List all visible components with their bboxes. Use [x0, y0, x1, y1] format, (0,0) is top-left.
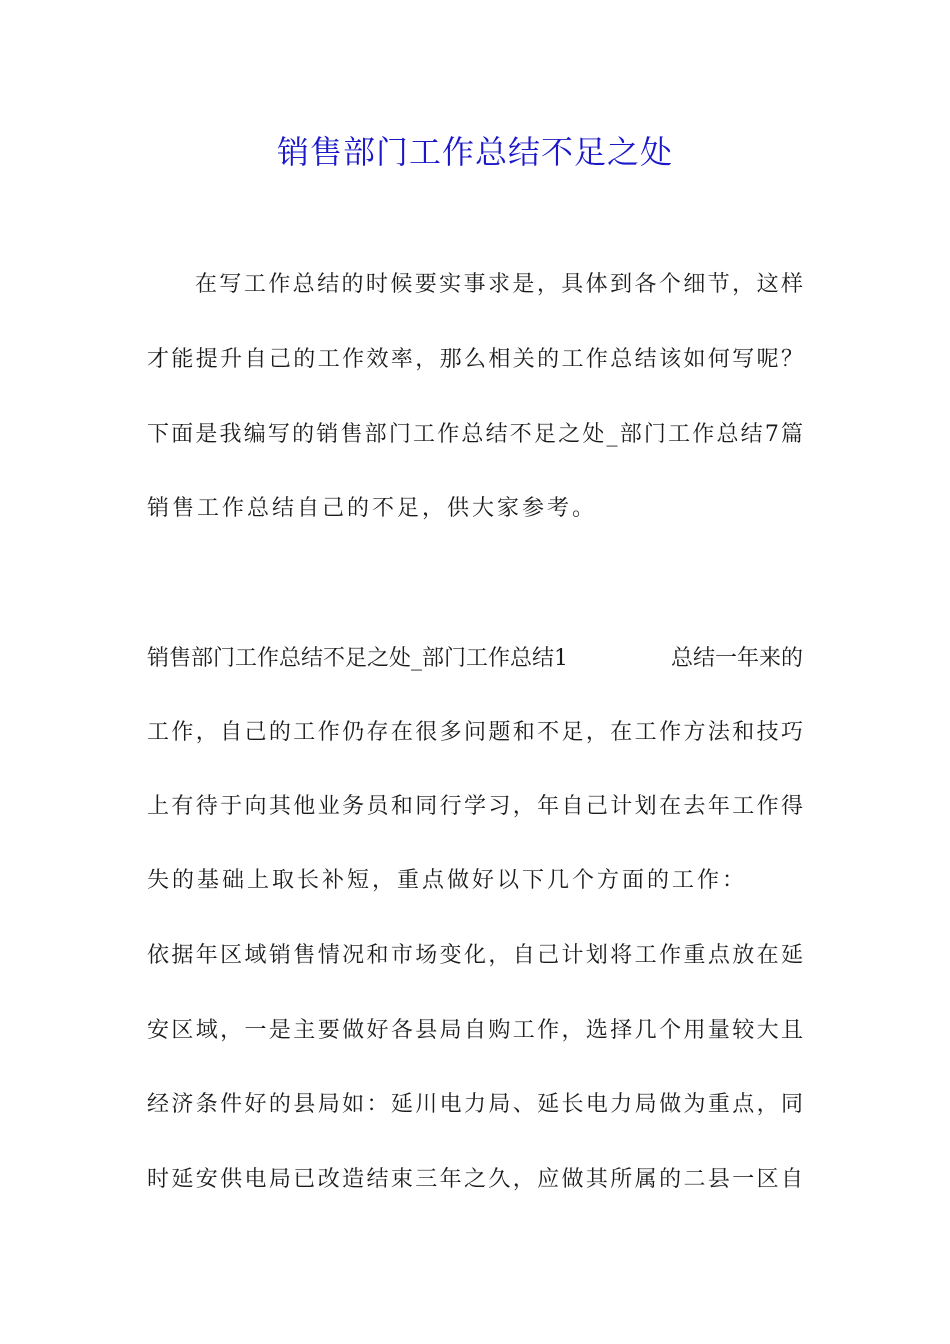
- document-title: 销售部门工作总结不足之处: [276, 133, 673, 171]
- body-line: 失的基础上取长补短，重点做好以下几个方面的工作：: [147, 868, 748, 893]
- intro-line: 下面是我编写的销售部门工作总结不足之处_部门工作总结7篇: [147, 422, 803, 447]
- body-line: 上有待于向其他业务员和同行学习，年自己计划在去年工作得: [147, 794, 803, 819]
- body-line: 经济条件好的县局如：延川电力局、延长电力局做为重点，同: [147, 1092, 803, 1117]
- intro-line: 销售工作总结自己的不足，供大家参考。: [147, 496, 598, 521]
- section-heading-continuation: 总结一年来的: [670, 646, 803, 671]
- body-line: 安区域，一是主要做好各县局自购工作，选择几个用量较大且: [147, 1018, 803, 1043]
- section-heading-line: [147, 644, 803, 674]
- section-heading: 销售部门工作总结不足之处_部门工作总结1: [147, 646, 568, 671]
- body-line: 依据年区域销售情况和市场变化，自己计划将工作重点放在延: [147, 943, 803, 968]
- intro-line: 在写工作总结的时候要实事求是，具体到各个细节，这样: [195, 272, 803, 297]
- body-line: 时延安供电局已改造结束三年之久，应做其所属的二县一区自: [147, 1167, 803, 1192]
- intro-line: 才能提升自己的工作效率，那么相关的工作总结该如何写呢？: [147, 347, 803, 372]
- body-line: 工作，自己的工作仍存在很多问题和不足，在工作方法和技巧: [147, 720, 803, 745]
